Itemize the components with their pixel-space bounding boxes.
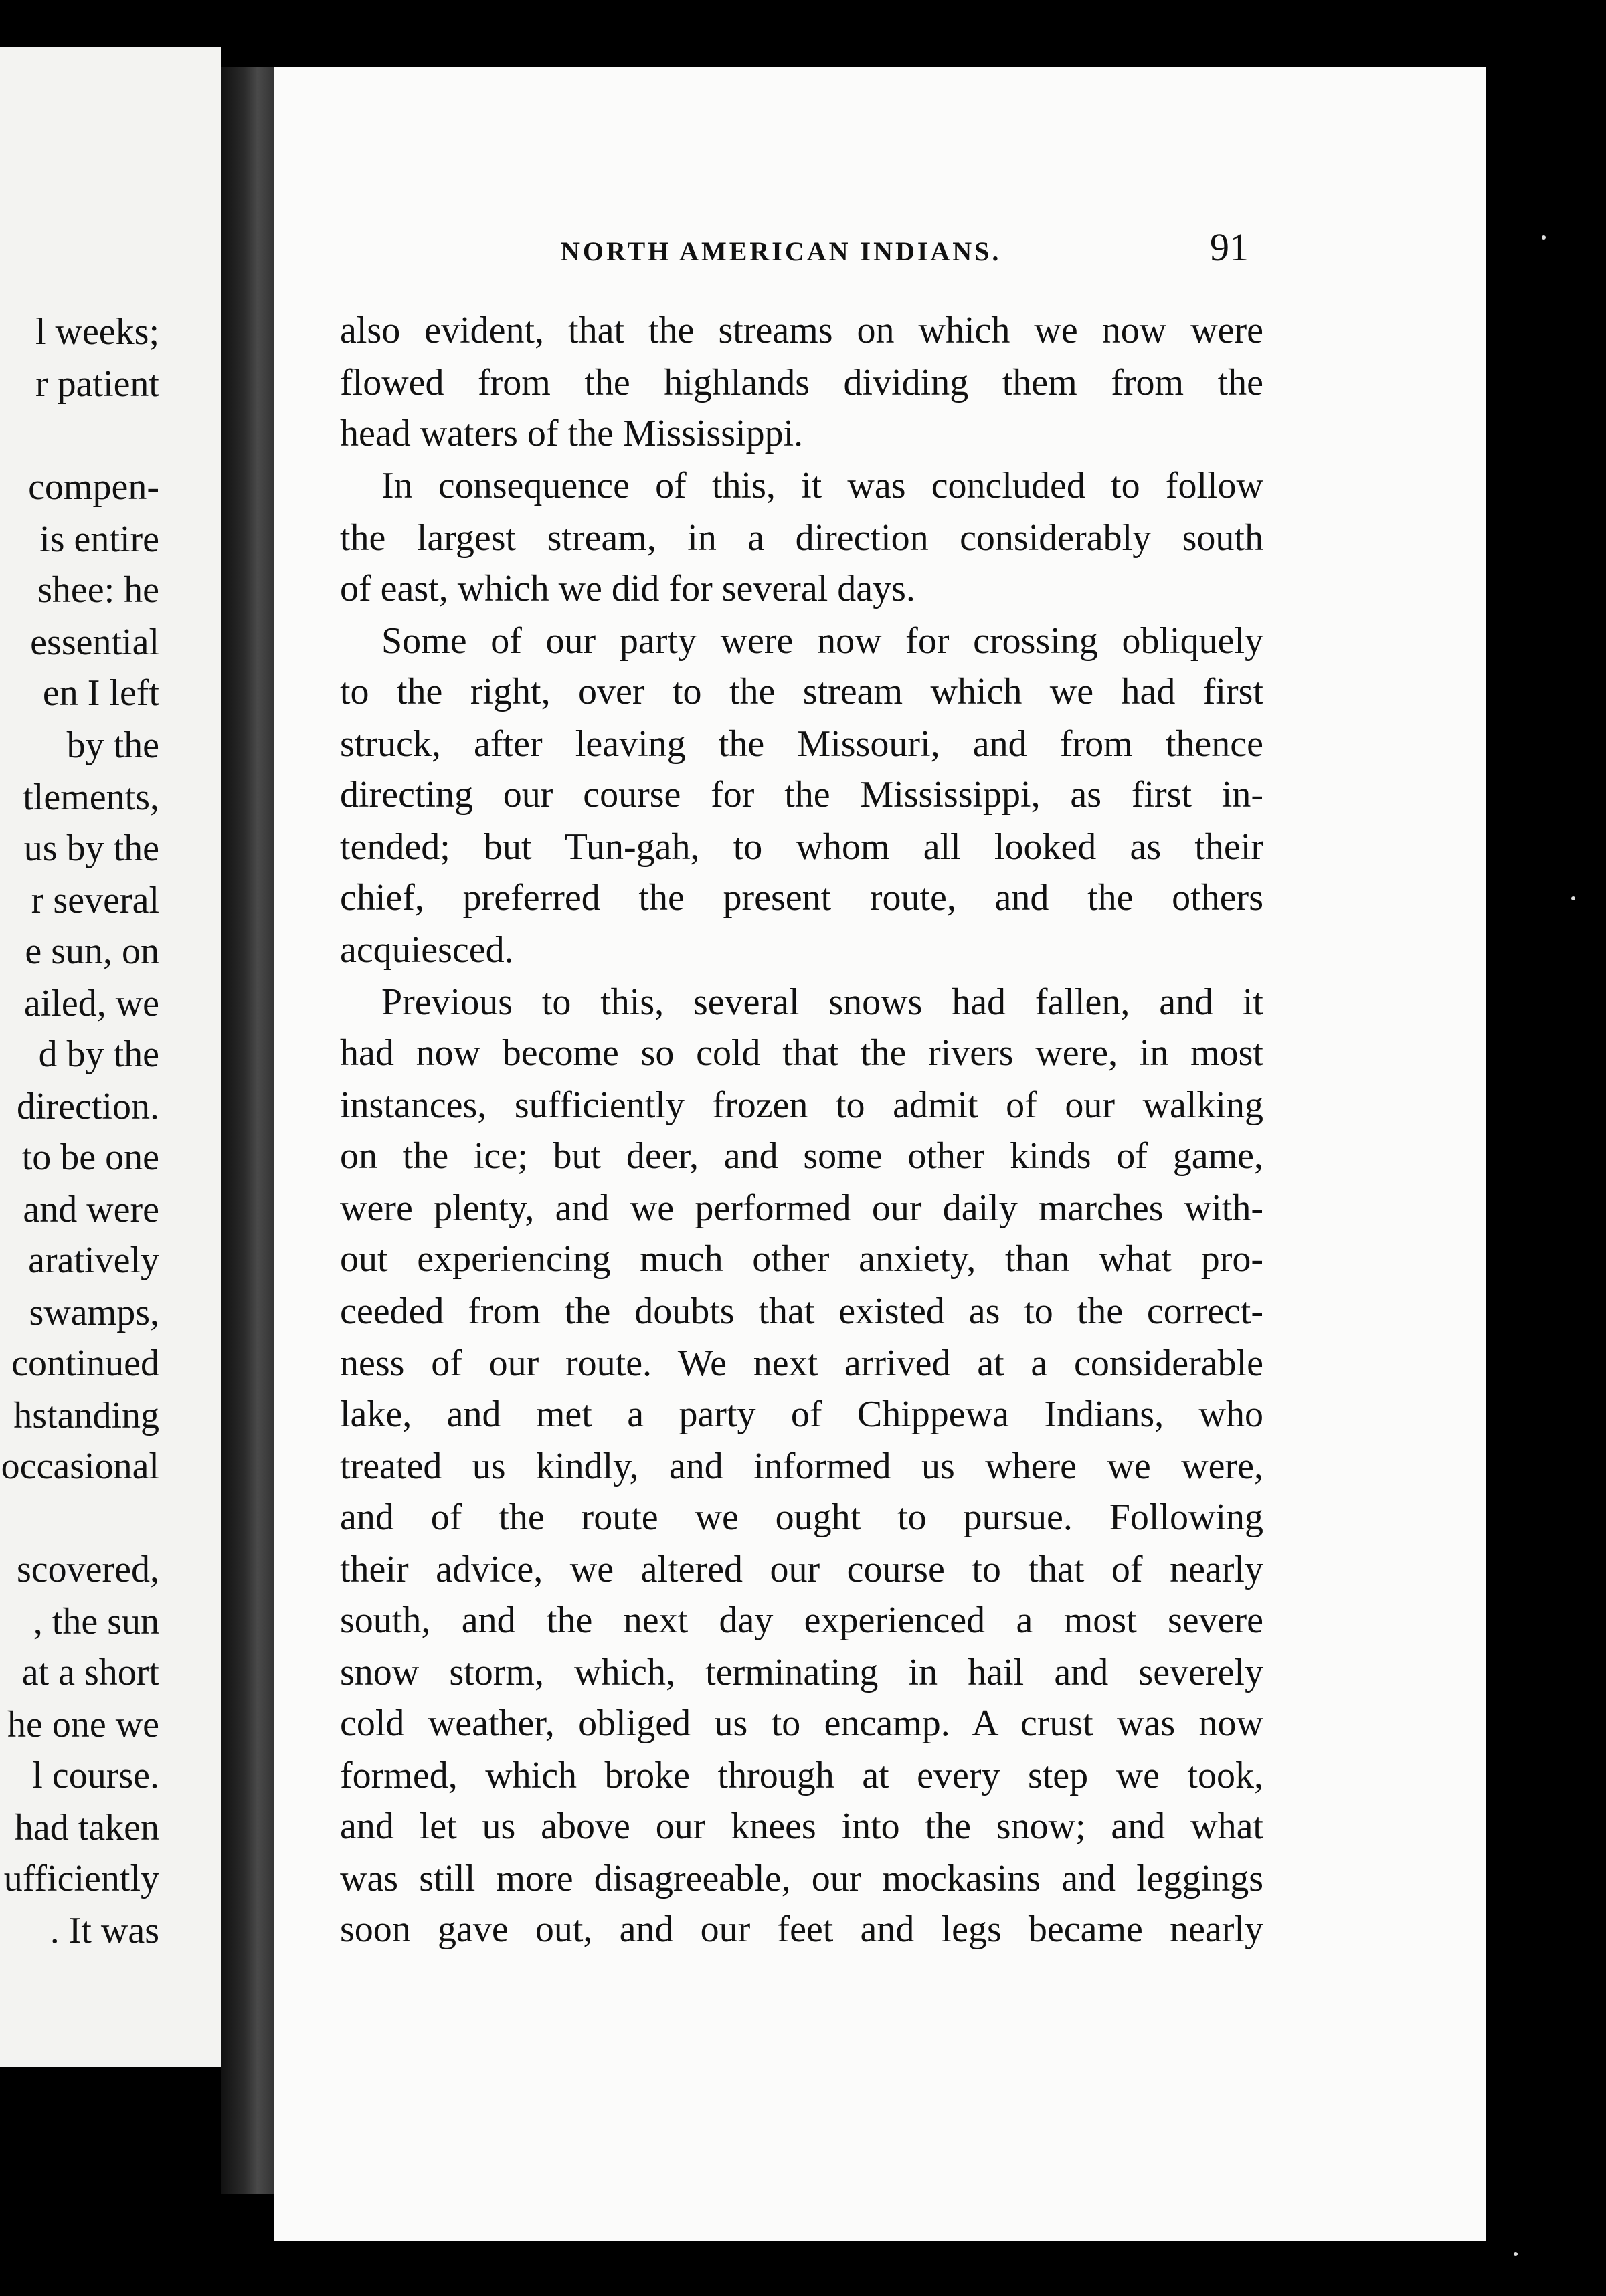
text-line: chief, preferred the present route, and the others xyxy=(340,877,1263,919)
text-line: cold weather, obliged us to encamp. A crust was now xyxy=(340,1703,1263,1744)
left-page-line: continued xyxy=(11,1343,159,1384)
left-page-line: by the xyxy=(66,725,159,766)
left-page-line: us by the xyxy=(23,828,159,869)
dust-speck xyxy=(1571,896,1575,900)
left-page-line: direction. xyxy=(16,1086,159,1127)
left-page-line: had taken xyxy=(14,1807,159,1848)
left-page-line: . It was xyxy=(50,1910,159,1951)
page-number: 91 xyxy=(1210,225,1249,269)
text-line: directing our course for the Mississippi, as first in- xyxy=(340,774,1263,816)
left-page-line: e sun, on xyxy=(25,931,159,972)
left-page-line: r several xyxy=(31,880,159,921)
text-line: instances, sufficiently frozen to admit of our walking xyxy=(340,1084,1263,1126)
text-line: acquiesced. xyxy=(340,929,514,971)
text-line: flowed from the highlands dividing them from the xyxy=(340,362,1263,403)
text-line: In consequence of this, it was concluded to follow xyxy=(381,465,1263,506)
left-page-line: en I left xyxy=(42,672,159,714)
text-line: ceeded from the doubts that existed as to the correct- xyxy=(340,1290,1263,1332)
text-line: struck, after leaving the Missouri, and from thence xyxy=(340,723,1263,765)
text-line: lake, and met a party of Chippewa Indians, who xyxy=(340,1394,1263,1435)
text-line: snow storm, which, terminating in hail and severely xyxy=(340,1652,1263,1693)
left-page-line: hstanding xyxy=(13,1395,159,1436)
text-line: their advice, we altered our course to that of nearly xyxy=(340,1549,1263,1590)
text-line: ness of our route. We next arrived at a considerable xyxy=(340,1343,1263,1384)
text-line: treated us kindly, and informed us where we were, xyxy=(340,1446,1263,1487)
left-page-line: shee: he xyxy=(37,569,159,611)
left-page-line: d by the xyxy=(38,1034,159,1075)
left-page-line: tlements, xyxy=(23,777,159,818)
text-line: of east, which we did for several days. xyxy=(340,568,915,609)
text-line: were plenty, and we performed our daily marches with- xyxy=(340,1187,1263,1229)
left-page-line: compen- xyxy=(28,466,159,508)
left-page-line: ufficiently xyxy=(3,1858,159,1899)
left-page-line: scovered, xyxy=(16,1549,159,1590)
left-page-line: swamps, xyxy=(29,1292,159,1333)
left-page-line: l course. xyxy=(32,1755,159,1796)
left-page-line: and were xyxy=(23,1189,159,1230)
left-page-line: , the sun xyxy=(33,1601,159,1642)
text-line: out experiencing much other anxiety, than what pro- xyxy=(340,1238,1263,1280)
left-page-line: occasional xyxy=(1,1446,159,1487)
left-page-line: he one we xyxy=(7,1704,159,1745)
left-page-line: essential xyxy=(30,621,159,663)
left-page-line: ailed, we xyxy=(23,983,159,1024)
dust-speck xyxy=(1542,235,1546,240)
text-line: and let us above our knees into the snow; and what xyxy=(340,1806,1263,1847)
text-line: was still more disagreeable, our mockasins and leggings xyxy=(340,1858,1263,1899)
text-line: south, and the next day experienced a most severe xyxy=(340,1600,1263,1641)
text-line: had now become so cold that the rivers were, in most xyxy=(340,1032,1263,1074)
text-line: and of the route we ought to pursue. Following xyxy=(340,1497,1263,1538)
text-line: to the right, over to the stream which we had first xyxy=(340,671,1263,712)
running-head: NORTH AMERICAN INDIANS. xyxy=(561,236,1002,266)
left-page-line: r patient xyxy=(35,363,159,405)
dust-speck xyxy=(1514,2252,1518,2256)
left-page-line: at a short xyxy=(21,1652,159,1693)
left-page-line: aratively xyxy=(28,1240,159,1281)
text-line: the largest stream, in a direction considerably south xyxy=(340,517,1263,559)
text-line: on the ice; but deer, and some other kinds of game, xyxy=(340,1135,1263,1177)
text-line: soon gave out, and our feet and legs became nearly xyxy=(340,1909,1263,1950)
left-page-line: to be one xyxy=(21,1137,159,1178)
left-page-line: l weeks; xyxy=(35,311,159,353)
text-line: also evident, that the streams on which we now were xyxy=(340,310,1263,351)
text-line: head waters of the Mississippi. xyxy=(340,413,804,454)
left-facing-page xyxy=(0,47,221,2067)
text-line: formed, which broke through at every step we took, xyxy=(340,1755,1263,1796)
text-line: tended; but Tun-gah, to whom all looked as their xyxy=(340,826,1263,868)
text-line: Previous to this, several snows had fallen, and it xyxy=(381,981,1263,1023)
left-page-line: is entire xyxy=(39,518,159,560)
text-line: Some of our party were now for crossing obliquely xyxy=(381,620,1263,662)
